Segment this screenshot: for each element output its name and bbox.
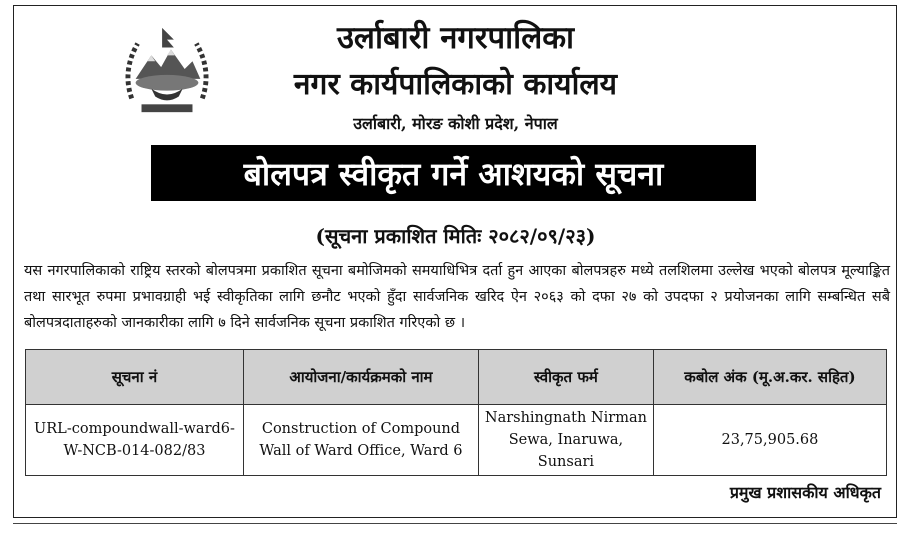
- header-notice-no: सूचना नं: [26, 350, 244, 405]
- cell-approved-firm: [478, 405, 653, 476]
- signatory-title: प्रमुख प्रशासकीय अधिकृत: [729, 483, 881, 502]
- cell-project-name: [243, 405, 478, 476]
- header-project-name: आयोजना/कार्यक्रमको नाम: [243, 350, 478, 405]
- notice-banner-title: बोलपत्र स्वीकृत गर्ने आशयको सूचना: [243, 154, 664, 193]
- notice-no-line2: W-NCB-014-082/83: [63, 443, 206, 459]
- notice-no-line1: URL-compoundwall-ward6-: [34, 421, 235, 437]
- header-approved-firm: स्वीकृत फर्म: [478, 350, 653, 405]
- bid-table: [25, 349, 887, 476]
- published-date: (सूचना प्रकाशित मितिः २०८२/०९/२३): [315, 224, 596, 248]
- firm-line2: Sewa, Inaruwa, Sunsari: [508, 432, 624, 470]
- table-row: [26, 405, 887, 476]
- cell-bid-amount: 23,75,905.68: [653, 405, 886, 476]
- address-line: उर्लाबारी, मोरङ कोशी प्रदेश, नेपाल: [353, 114, 558, 133]
- municipality-title: उर्लाबारी नगरपालिका: [336, 20, 575, 56]
- project-line2: Wall of Ward Office, Ward 6: [259, 443, 463, 459]
- header-bid-amount: कबोल अंक (मू.अ.कर. सहित): [653, 350, 886, 405]
- table-header-row: [26, 350, 887, 405]
- bottom-divider: [13, 523, 897, 524]
- cell-notice-no: [26, 405, 244, 476]
- firm-line1: Narshingnath Nirman: [484, 410, 647, 426]
- notice-body: यस नगरपालिकाको राष्ट्रिय स्तरको बोलपत्रमा प्रकाशित सूचना बमोजिमको समयाधिभित्र दर्ता हुन आएका बोलपत्रहरु मध्ये तलशिलमा उल्लेख भएको बोलपत्र मूल्याङ्कित तथा सारभूत रुपमा प्रभावग्राही भई स्वीकृतिका लागि छनौट भएको हुँदा सार्वजनिक खरिद ऐन २०६३ को दफा २७ को उपदफा २ प्रयोजनका लागि सम्बन्धित सबै बोलपत्रदाताहरुको जानकारीका लागि ७ दिने सार्वजनिक सूचना प्रकाशित गरिएको छ ।: [24, 263, 891, 331]
- notice-banner: [151, 145, 756, 201]
- office-title: नगर कार्यपालिकाको कार्यालय: [293, 67, 618, 102]
- project-line1: Construction of Compound: [261, 421, 461, 437]
